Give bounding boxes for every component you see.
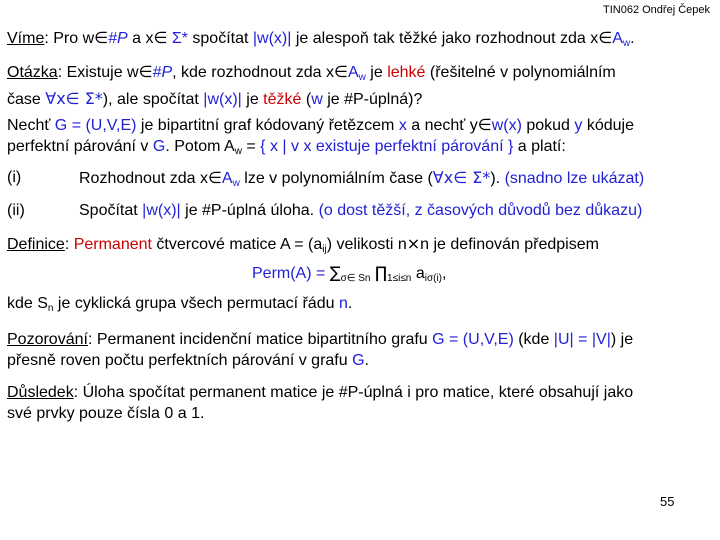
label-dusledek: Důsledek <box>7 384 74 401</box>
paragraph-dusledek: Důsledek: Úloha spočítat permanent matice je #P-úplná i pro matice, které obsahují jako své prvky pouze čísla 0 a 1. <box>7 384 634 422</box>
paragraph-necht: Nechť G = (U,V,E) je bipartitní graf kódovaný řetězcem x a nechť y∈w(x) pokud y kóduje perfektní párování v G. Potom $A_w$ = { x | v x existuje perfektní párování } a platí: <box>7 115 634 157</box>
paragraph-vime: Víme: Pro w∈#P a x∈ Σ* spočítat |w(x)| je alespoň tak těžké jako rozhodnout zda $x\in A_w$. <box>7 28 635 49</box>
slide: TIN062 Ondřej Čepek Víme: Pro w∈#P a x∈ Σ* spočítat |w(x)| je alespoň tak těžké jako rozhodnout zda $x\in A_w$. Otázka: Existuje w∈#P, kde rozhodnout zda $x\in A_w$ je lehké (řešitelné v polynomiálním čase ∀x∈ Σ*), ale spočítat |w(x)| je těžké (w je #P-úplná)? Nechť G = (U,V,E) je bipartitní graf kódovaný řetězcem x a nechť y∈w(x) pokud y kóduje perfektní párování v G. Potom $A_w$ = { x | v x existuje perfektní párování } a platí: (i) Rozhodnout zda $x\in A_w$ lze v polynomiálním čase (∀x∈ Σ*). (snadno lze ukázat) (ii) Spočítat |w(x)| je #P-úplná úloha. (o dost těžší, z časových důvodů bez důkazu) Definice: Permanent čtvercové matice $A = (a_{ij})$ velikosti n×n je definován předpisem Perm(A) = $\sum_{\sigma\in Sn}$ $\prod_{1\le i\le n}$ $a_{i\sigma(i)}$, kde $S_n$ je cyklická grupa všech permutací řádu n. Pozorování: Permanent incidenční matice bipartitního grafu G = (U,V,E) (kde |U| = |V|) je přesně roven počtu perfektních párování v grafu G. Důsledek: Úloha spočítat permanent matice je #P-úplná i pro matice, které obsahují jako své prvky pouze čísla 0 a 1. 55 <box>0 0 720 540</box>
permanent-formula: Perm(A) = $\sum_{\sigma\in Sn}$ $\prod_{1\le i\le n}$ $a_{i\sigma(i)}$, <box>252 263 447 284</box>
paragraph-definice: Definice: Permanent čtvercové matice $A = (a_{ij})$ velikosti n×n je definován předpisem <box>7 234 599 255</box>
slide-header: TIN062 Ondřej Čepek <box>603 4 710 16</box>
label-otazka: Otázka <box>7 64 58 81</box>
label-pozorovani: Pozorování <box>7 331 88 348</box>
label-definice: Definice <box>7 236 65 253</box>
paragraph-pozorovani: Pozorování: Permanent incidenční matice bipartitního grafu G = (U,V,E) (kde |U| = |V|) je přesně roven počtu perfektních párování v grafu G. <box>7 331 634 369</box>
page-number: 55 <box>660 494 675 509</box>
label-vime: Víme <box>7 30 45 47</box>
paragraph-otazka: Otázka: Existuje w∈#P, kde rozhodnout zda $x\in A_w$ je lehké (řešitelné v polynomiálním čase ∀x∈ Σ*), ale spočítat |w(x)| je těžké (w je #P-úplná)? <box>7 62 616 108</box>
paragraph-kde: kde $S_n$ je cyklická grupa všech permutací řádu n. <box>7 295 353 314</box>
